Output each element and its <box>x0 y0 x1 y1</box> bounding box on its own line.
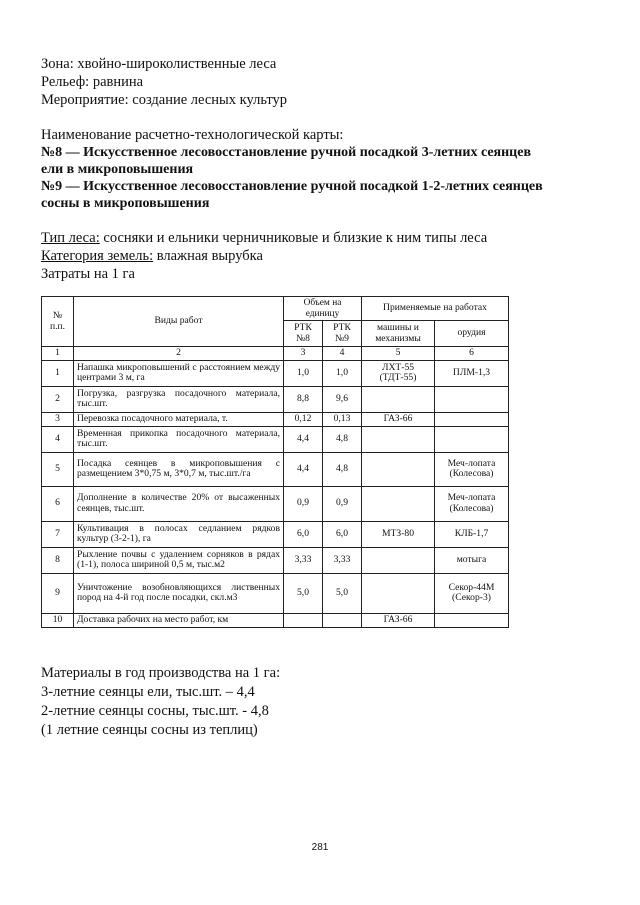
row-work: Напашка микроповышений с расстоянием между центрами 3 м, га <box>74 360 284 386</box>
relief-line: Рельеф: равнина <box>41 74 144 90</box>
row-machines: ГАЗ-66 <box>362 412 435 426</box>
row-work: Культивация в полосах седланием рядков культур (3-2-1), га <box>74 521 284 547</box>
row-number: 6 <box>42 486 74 521</box>
row-rtk9: 3,33 <box>323 547 362 573</box>
works-table <box>41 296 509 628</box>
row-rtk8: 1,0 <box>284 360 323 386</box>
row-rtk8: 8,8 <box>284 386 323 412</box>
card-intro: Наименование расчетно-технологической карты: <box>41 127 344 143</box>
header-tools: орудия <box>435 321 509 347</box>
row-tools <box>435 386 509 412</box>
materials-line-3: (1 летние сеянцы сосны из теплиц) <box>41 722 258 738</box>
row-machines: ЛХТ-55 (ТДТ-55) <box>362 360 435 386</box>
row-rtk9: 1,0 <box>323 360 362 386</box>
row-rtk9: 4,8 <box>323 426 362 452</box>
card-no9-line2: сосны в микроповышения <box>41 196 210 211</box>
forest-type-value: сосняки и ельники черничниковые и близкие к ним типы леса <box>99 230 488 246</box>
row-number: 4 <box>42 426 74 452</box>
header-rtk9: РТК №9 <box>323 321 362 347</box>
row-rtk8: 4,4 <box>284 452 323 486</box>
row-rtk9: 5,0 <box>323 573 362 613</box>
table-row <box>42 613 509 627</box>
row-machines: МТЗ-80 <box>362 521 435 547</box>
materials-line-1: 3-летние сеянцы ели, тыс.шт. – 4,4 <box>41 684 255 700</box>
row-tools <box>435 412 509 426</box>
row-rtk8: 4,4 <box>284 426 323 452</box>
costs-line: Затраты на 1 га <box>41 266 135 282</box>
card-no8-line2: ели в микроповышения <box>41 162 194 177</box>
row-rtk8: 6,0 <box>284 521 323 547</box>
row-number: 5 <box>42 452 74 486</box>
row-rtk9: 6,0 <box>323 521 362 547</box>
row-machines <box>362 426 435 452</box>
row-machines <box>362 386 435 412</box>
row-tools: КЛБ-1,7 <box>435 521 509 547</box>
table-row <box>42 426 509 452</box>
card-no9-line1: №9 — Искусственное лесовосстановление ручной посадкой 1-2-летних сеянцев <box>41 179 543 194</box>
row-number: 10 <box>42 613 74 627</box>
row-number: 9 <box>42 573 74 613</box>
page-number: 281 <box>311 842 329 853</box>
col-index: 5 <box>362 347 435 361</box>
row-machines <box>362 452 435 486</box>
col-index: 4 <box>323 347 362 361</box>
col-index: 3 <box>284 347 323 361</box>
row-number: 2 <box>42 386 74 412</box>
header-volume: Объем на единицу <box>284 297 362 321</box>
table-row <box>42 360 509 386</box>
header-works: Виды работ <box>74 297 284 347</box>
header-applied: Применяемые на работах <box>362 297 509 321</box>
forest-type-label: Тип леса: <box>41 230 100 246</box>
activity-line: Мероприятие: создание лесных культур <box>41 92 288 108</box>
row-tools: ПЛМ-1,3 <box>435 360 509 386</box>
header-number: № п.п. <box>42 297 74 347</box>
row-rtk8 <box>284 613 323 627</box>
row-work: Доставка рабочих на место работ, км <box>74 613 284 627</box>
row-machines <box>362 573 435 613</box>
row-tools: Меч-лопата (Колесова) <box>435 452 509 486</box>
row-rtk9: 0,9 <box>323 486 362 521</box>
row-tools <box>435 426 509 452</box>
table-row <box>42 521 509 547</box>
row-rtk8: 0,12 <box>284 412 323 426</box>
row-machines <box>362 486 435 521</box>
zone-line: Зона: хвойно-широколиственные леса <box>41 56 277 72</box>
row-rtk8: 5,0 <box>284 573 323 613</box>
card-no8-line1: №8 — Искусственное лесовосстановление ручной посадкой 3-летних сеянцев <box>41 145 532 160</box>
row-work: Перевозка посадочного материала, т. <box>74 412 284 426</box>
land-category-line <box>41 248 263 265</box>
row-number: 3 <box>42 412 74 426</box>
row-work: Уничтожение возобновляющихся лиственных пород на 4-й год после посадки, скл.м3 <box>74 573 284 613</box>
table-row <box>42 412 509 426</box>
row-rtk9: 0,13 <box>323 412 362 426</box>
row-rtk9: 4,8 <box>323 452 362 486</box>
table-row <box>42 486 509 521</box>
row-work: Погрузка, разгрузка посадочного материала, тыс.шт. <box>74 386 284 412</box>
header-machines: машины и механизмы <box>362 321 435 347</box>
row-work: Посадка сеянцев в микроповышения с размещением 3*0,75 м, 3*0,7 м, тыс.шт./га <box>74 452 284 486</box>
table-row <box>42 452 509 486</box>
header-rtk8: РТК №8 <box>284 321 323 347</box>
col-index: 1 <box>42 347 74 361</box>
row-tools: мотыга <box>435 547 509 573</box>
col-index: 6 <box>435 347 509 361</box>
materials-line-2: 2-летние сеянцы сосны, тыс.шт. - 4,8 <box>41 703 269 719</box>
forest-type-line <box>41 230 487 247</box>
row-tools: Секор-44М (Секор-3) <box>435 573 509 613</box>
land-category-value: влажная вырубка <box>153 248 263 264</box>
row-number: 8 <box>42 547 74 573</box>
table-row <box>42 547 509 573</box>
materials-title: Материалы в год производства на 1 га: <box>41 665 281 681</box>
table-row <box>42 386 509 412</box>
row-number: 1 <box>42 360 74 386</box>
row-machines: ГАЗ-66 <box>362 613 435 627</box>
row-rtk8: 3,33 <box>284 547 323 573</box>
row-rtk8: 0,9 <box>284 486 323 521</box>
land-category-label: Категория земель: <box>41 248 154 264</box>
row-rtk9 <box>323 613 362 627</box>
table-row <box>42 573 509 613</box>
row-number: 7 <box>42 521 74 547</box>
col-index: 2 <box>74 347 284 361</box>
row-machines <box>362 547 435 573</box>
row-tools: Меч-лопата (Колесова) <box>435 486 509 521</box>
row-work: Временная прикопка посадочного материала, тыс.шт. <box>74 426 284 452</box>
row-tools <box>435 613 509 627</box>
row-rtk9: 9,6 <box>323 386 362 412</box>
row-work: Рыхление почвы с удалением сорняков в рядах (1-1), полоса шириной 0,5 м, тыс.м2 <box>74 547 284 573</box>
row-work: Дополнение в количестве 20% от высаженных сеянцев, тыс.шт. <box>74 486 284 521</box>
